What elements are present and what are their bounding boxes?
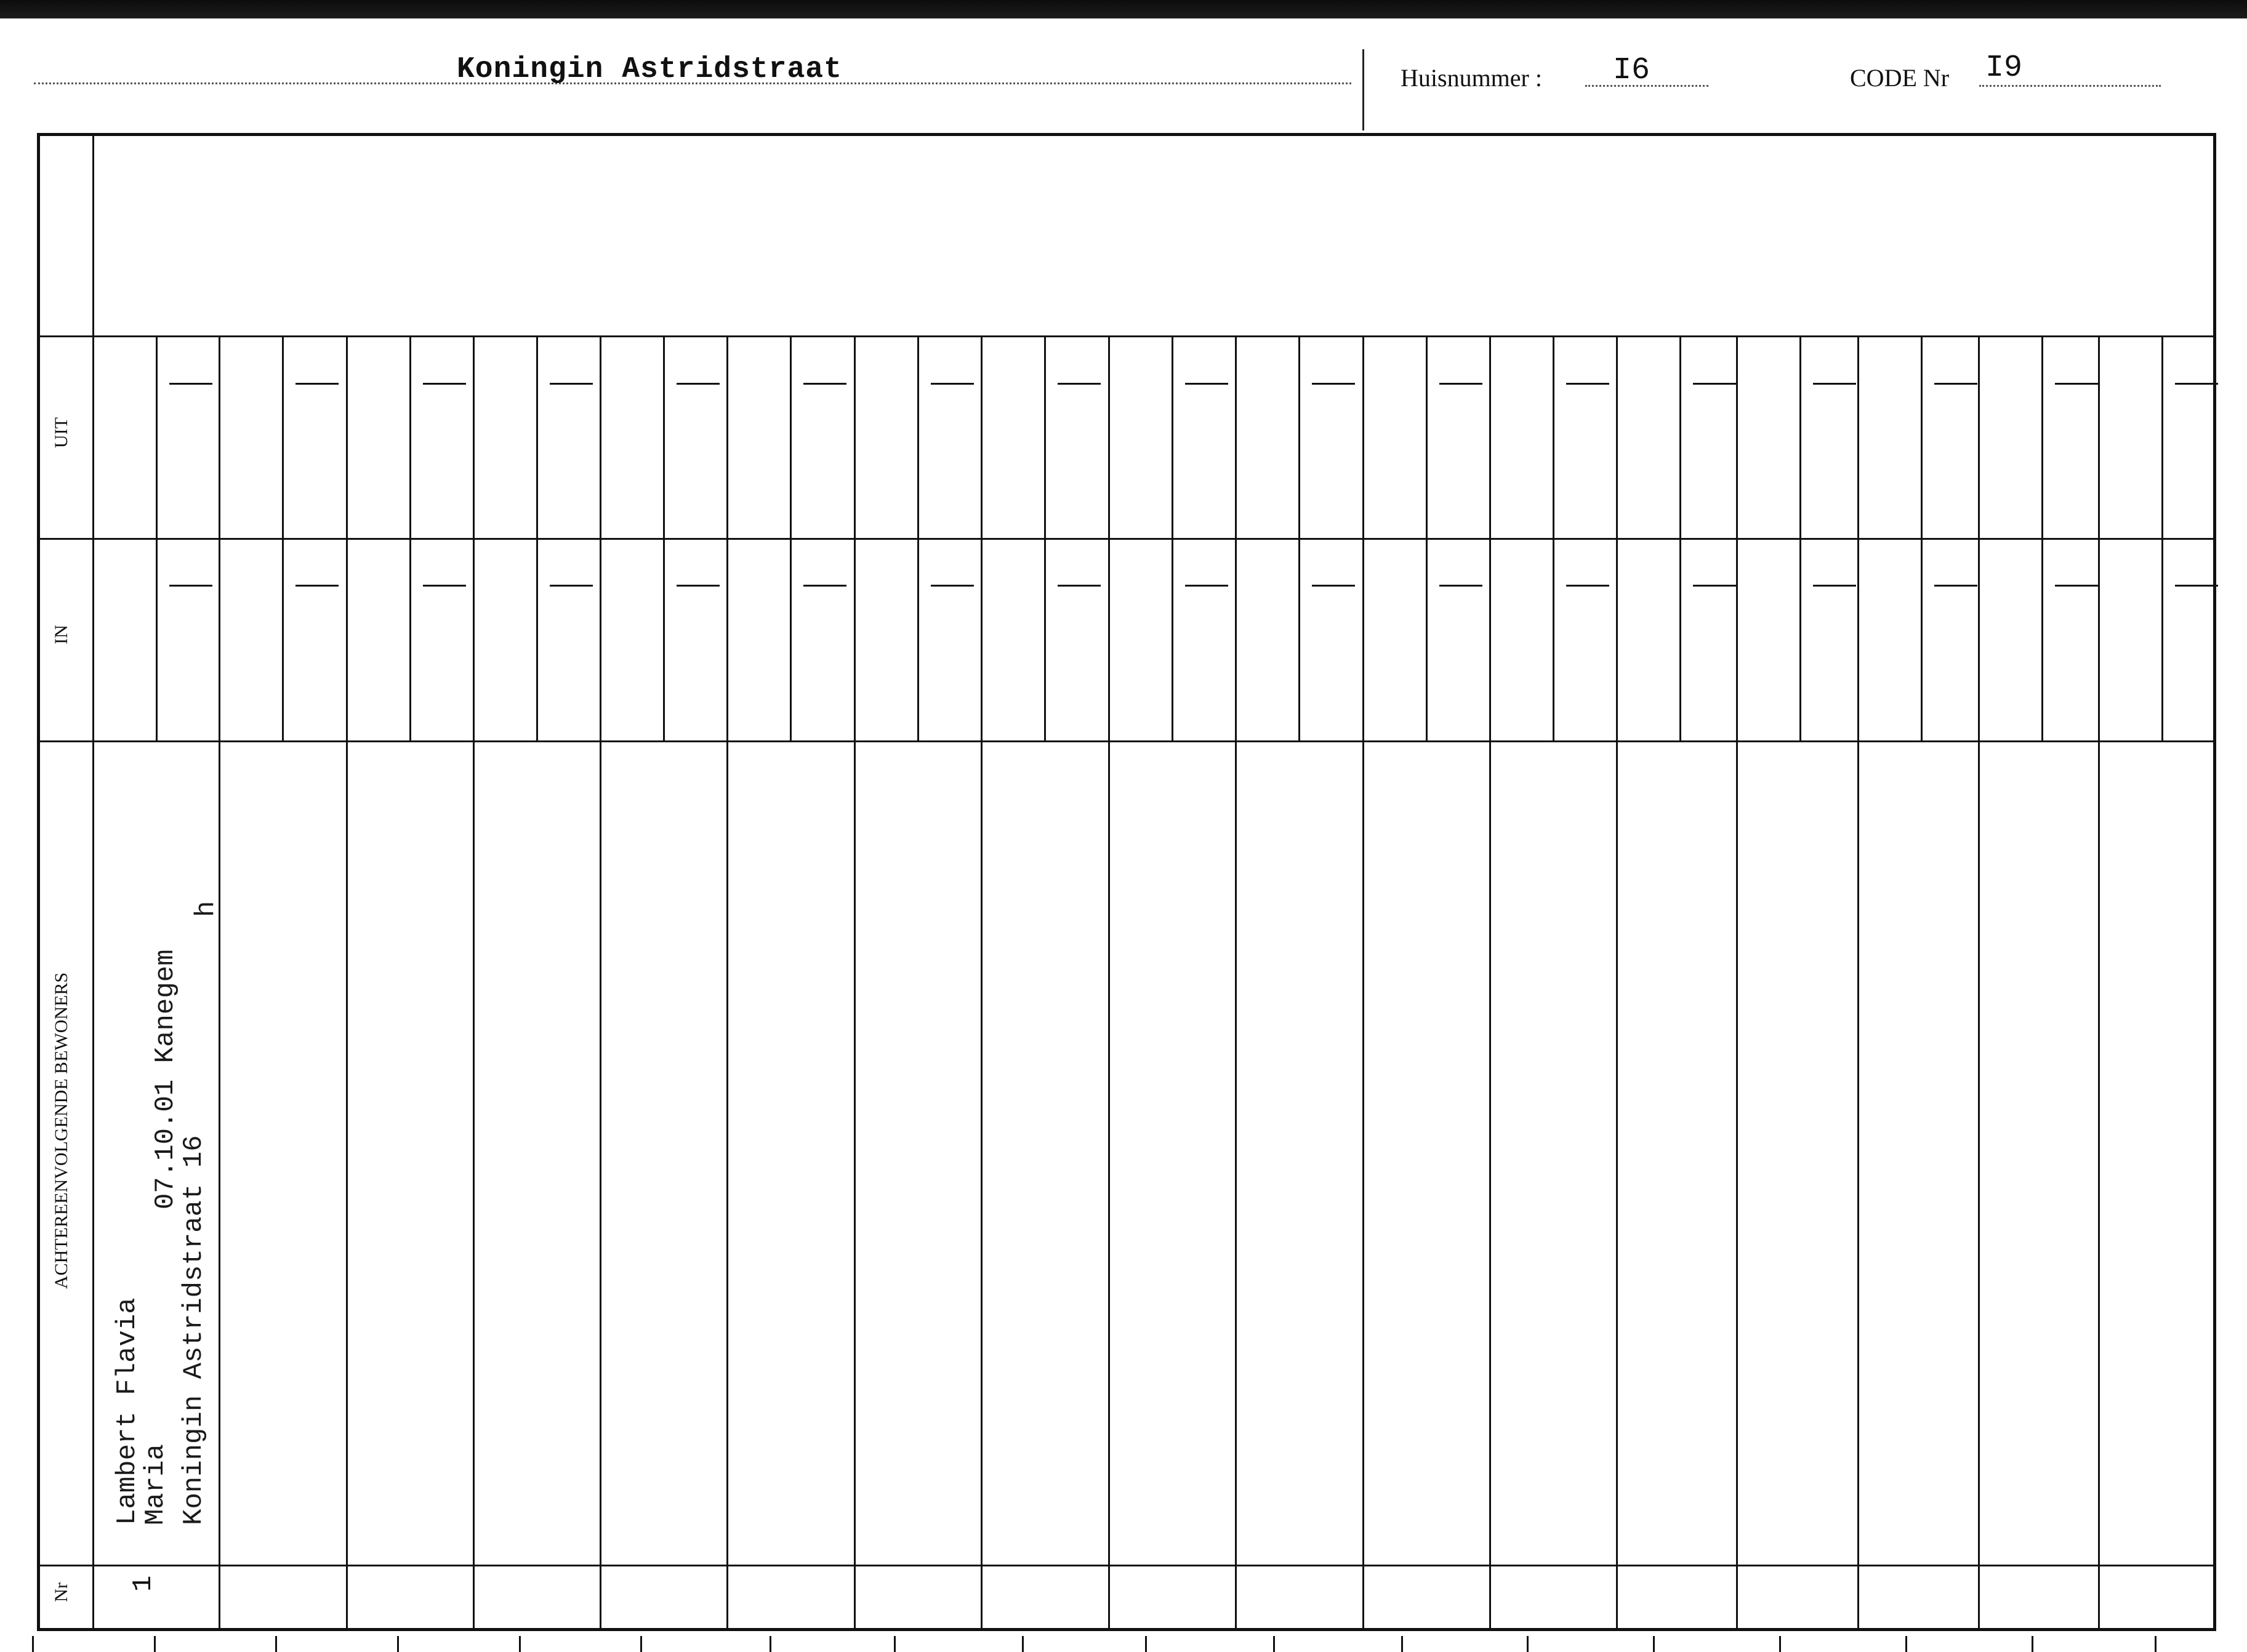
column-rule [1235, 335, 1237, 1631]
entry-nr: 1 [128, 1575, 159, 1592]
code-label: CODE Nr [1850, 64, 1950, 92]
in-dash [1312, 585, 1355, 587]
uit-dash [1185, 383, 1228, 385]
in-dash [1058, 585, 1101, 587]
sub-column-rule [536, 335, 538, 740]
uit-dash [1813, 383, 1856, 385]
in-dash [423, 585, 466, 587]
scan-edge [0, 0, 2247, 18]
sub-column-rule [1679, 335, 1681, 740]
bottom-tick [640, 1636, 642, 1652]
uit-dash [931, 383, 974, 385]
uit-dash [169, 383, 212, 385]
register-grid [37, 133, 2216, 1631]
uit-dash [295, 383, 339, 385]
residents-row-top-rule [37, 740, 2216, 742]
bottom-tick [275, 1636, 277, 1652]
sub-column-rule [1426, 335, 1428, 740]
uit-dash [2175, 383, 2218, 385]
column-rule [1489, 335, 1491, 1631]
sub-column-rule [1553, 335, 1554, 740]
bottom-tick [894, 1636, 896, 1652]
in-dash [1934, 585, 1977, 587]
bottom-tick [154, 1636, 156, 1652]
bottom-tick [397, 1636, 399, 1652]
column-rule [1736, 335, 1738, 1631]
uit-dash [1439, 383, 1482, 385]
resident-given-name-line: Maria [140, 1443, 171, 1525]
in-dash [2175, 585, 2218, 587]
bottom-tick [1779, 1636, 1781, 1652]
bottom-tick [1145, 1636, 1147, 1652]
sub-column-rule [2041, 335, 2043, 740]
column-rule [346, 335, 348, 1631]
uit-dash [1312, 383, 1355, 385]
resident-birth-line: 07.10.01 Kanegem [150, 949, 181, 1209]
in-dash [803, 585, 846, 587]
uit-dash [423, 383, 466, 385]
in-dash [1185, 585, 1228, 587]
column-rule [1857, 335, 1859, 1631]
uit-label: UIT [51, 417, 71, 448]
uit-dash [1693, 383, 1736, 385]
bottom-tick [1527, 1636, 1529, 1652]
header-separator [1362, 49, 1364, 130]
bottom-tick [32, 1636, 34, 1652]
bottom-tick [519, 1636, 521, 1652]
column-rule [981, 335, 983, 1631]
sub-column-rule [1044, 335, 1046, 740]
bottom-tick [1022, 1636, 1024, 1652]
sub-column-rule [790, 335, 792, 740]
uit-row-top-rule [37, 335, 2216, 337]
house-number-value: I6 [1613, 53, 1650, 88]
column-rule [726, 335, 728, 1631]
label-column-rule [92, 135, 94, 1631]
sub-column-rule [2161, 335, 2163, 740]
street-name: Koningin Astridstraat [457, 53, 842, 86]
bottom-tick [770, 1636, 771, 1652]
in-dash [931, 585, 974, 587]
nr-row-top-rule [37, 1565, 2216, 1566]
column-rule [600, 335, 601, 1631]
uit-dash [803, 383, 846, 385]
sub-column-rule [156, 335, 158, 740]
in-dash [1813, 585, 1856, 587]
sub-column-rule [1298, 335, 1300, 740]
sub-column-rule [1921, 335, 1923, 740]
column-rule [473, 335, 475, 1631]
uit-dash [1058, 383, 1101, 385]
uit-dash [2055, 383, 2098, 385]
resident-mark: h [191, 900, 222, 917]
bottom-tick [1401, 1636, 1403, 1652]
sub-column-rule [663, 335, 665, 740]
column-rule [1362, 335, 1364, 1631]
residents-label: ACHTEREENVOLGENDE BEWONERS [51, 972, 71, 1289]
in-dash [169, 585, 212, 587]
in-dash [1566, 585, 1609, 587]
in-dash [1693, 585, 1736, 587]
uit-dash [1934, 383, 1977, 385]
sub-column-rule [1799, 335, 1801, 740]
uit-dash [550, 383, 593, 385]
column-rule [1616, 335, 1618, 1631]
in-row-top-rule [37, 538, 2216, 540]
bottom-tick [1653, 1636, 1655, 1652]
column-rule [1978, 335, 1980, 1631]
in-dash [1439, 585, 1482, 587]
column-rule [1108, 335, 1110, 1631]
column-rule [219, 335, 220, 1631]
sub-column-rule [917, 335, 919, 740]
code-value: I9 [1985, 50, 2023, 86]
nr-label: Nr [51, 1582, 71, 1602]
bottom-tick [1905, 1636, 1907, 1652]
in-dash [295, 585, 339, 587]
column-rule [854, 335, 856, 1631]
uit-dash [677, 383, 720, 385]
sub-column-rule [1172, 335, 1173, 740]
in-label: IN [51, 625, 71, 644]
sub-column-rule [409, 335, 411, 740]
in-dash [550, 585, 593, 587]
resident-name-line: Lambert Flavia [112, 1297, 143, 1525]
column-rule [2098, 335, 2100, 1631]
house-number-label: Huisnummer : [1401, 64, 1542, 92]
uit-dash [1566, 383, 1609, 385]
bottom-tick [2155, 1636, 2157, 1652]
in-dash [677, 585, 720, 587]
bottom-tick [2032, 1636, 2033, 1652]
bottom-tick [1273, 1636, 1275, 1652]
resident-address-line: Koningin Astridstraat 16 [179, 1135, 209, 1525]
sub-column-rule [282, 335, 284, 740]
in-dash [2055, 585, 2098, 587]
